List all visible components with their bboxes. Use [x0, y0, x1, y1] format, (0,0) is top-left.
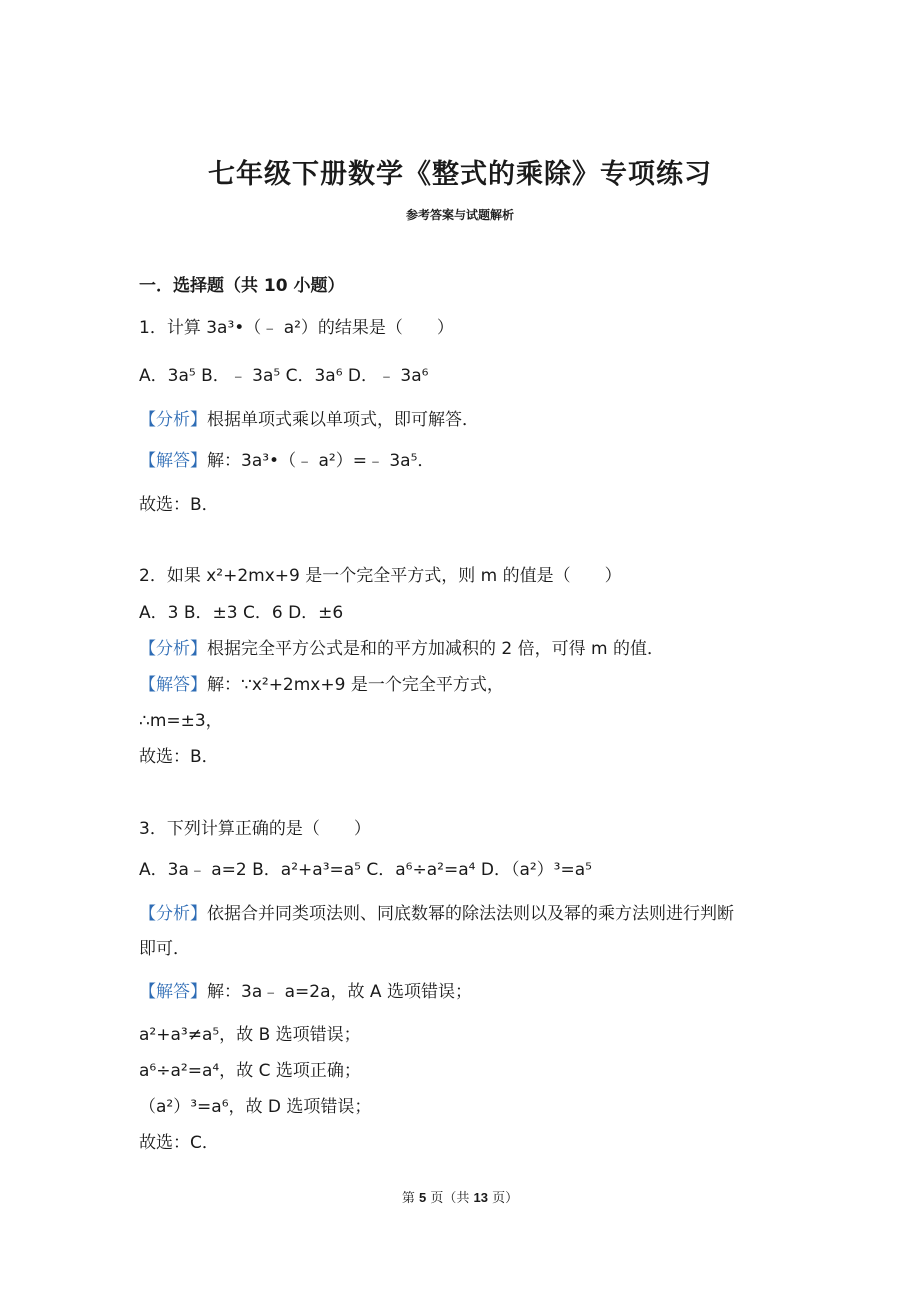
question-2-options: A．3 B．±3 C．6 D．±6 [139, 603, 344, 623]
question-2-stem: 2．如果 x²+2mx+9 是一个完全平方式，则 m 的值是（ ） [139, 566, 622, 586]
analysis-text: 依据合并同类项法则、同底数幂的除法法则以及幂的乘方法则进行判断 [207, 904, 734, 924]
question-3-step-2: a⁶÷a²=a⁴，故 C 选项正确； [139, 1061, 361, 1081]
question-2-answer: 故选：B． [139, 747, 219, 767]
solution-text: 解：3a³•（﹣ a²）=﹣ 3a⁵． [207, 451, 435, 471]
question-3-step-1: a²+a³≠a⁵，故 B 选项错误； [139, 1025, 361, 1045]
solution-tag: 【解答】 [139, 451, 207, 471]
analysis-text: 根据单项式乘以单项式，即可解答． [207, 410, 479, 430]
question-3-analysis [139, 902, 734, 926]
footer-middle: 页（共 [426, 1191, 474, 1206]
footer-suffix: 页） [487, 1191, 519, 1206]
document-subtitle: 参考答案与试题解析 [405, 208, 514, 222]
footer-total-pages: 13 [473, 1190, 488, 1205]
solution-tag: 【解答】 [139, 675, 207, 695]
document-title: 七年级下册数学《整式的乘除》专项练习 [208, 159, 712, 190]
solution-tag: 【解答】 [139, 982, 207, 1002]
page-footer [0, 1187, 920, 1206]
question-1-stem: 1．计算 3a³•（﹣ a²）的结果是（ ） [139, 318, 454, 338]
question-1-analysis [139, 408, 479, 432]
analysis-tag: 【分析】 [139, 904, 207, 924]
solution-text: 解：3a﹣ a=2a，故 A 选项错误； [207, 982, 472, 1002]
question-2-analysis [139, 637, 664, 661]
question-1-answer: 故选：B． [139, 495, 219, 515]
question-3-solution [139, 980, 472, 1004]
question-3-step-3: （a²）³=a⁶，故 D 选项错误； [139, 1097, 372, 1117]
question-1-solution [139, 449, 434, 473]
question-1-options: A．3a⁵ B．﹣ 3a⁵ C．3a⁶ D．﹣ 3a⁶ [139, 366, 429, 386]
question-2-step: ∴m=±3， [139, 711, 223, 731]
footer-prefix: 第 [401, 1191, 420, 1206]
question-3-options: A．3a﹣ a=2 B．a²+a³=a⁵ C．a⁶÷a²=a⁴ D．（a²）³=a⁵ [139, 860, 592, 880]
question-2-solution [139, 673, 504, 697]
footer-page-number: 5 [419, 1190, 427, 1205]
question-3-answer: 故选：C． [139, 1133, 219, 1153]
question-3-stem: 3．下列计算正确的是（ ） [139, 819, 371, 839]
question-3-analysis-cont: 即可． [139, 939, 190, 959]
analysis-text: 根据完全平方公式是和的平方加减积的 2 倍，可得 m 的值． [207, 639, 664, 659]
analysis-tag: 【分析】 [139, 639, 207, 659]
solution-text: 解：∵x²+2mx+9 是一个完全平方式， [207, 675, 504, 695]
analysis-tag: 【分析】 [139, 410, 207, 430]
section-heading: 一．选择题（共 10 小题） [139, 276, 345, 296]
